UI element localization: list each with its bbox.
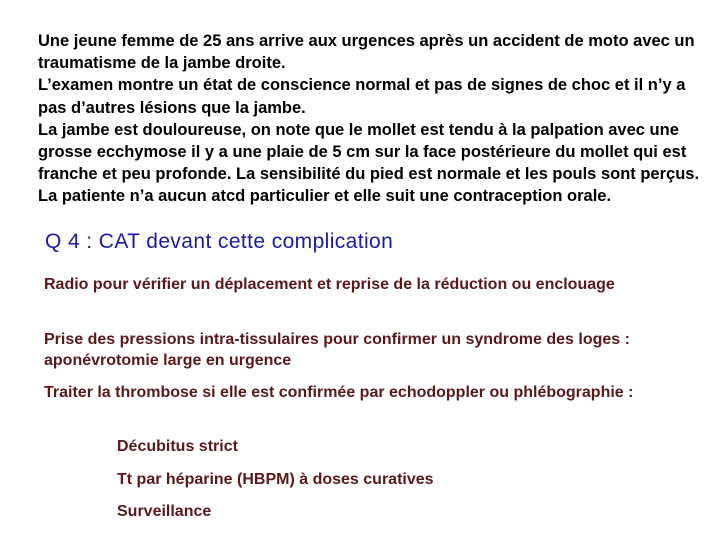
answer-item-thrombose: Traiter la thrombose si elle est confirmée par echodoppler ou phlébographie : (44, 384, 634, 401)
answer-item-radio: Radio pour vérifier un déplacement et reprise de la réduction ou enclouage (44, 276, 615, 293)
sub-item-decubitus: Décubitus strict (117, 438, 238, 455)
case-paragraph-2: L’examen montre un état de conscience normal et pas de signes de choc et il n’y a pas d’autres lésions que la jambe. (38, 76, 686, 117)
case-description (38, 30, 700, 208)
sub-item-surveillance: Surveillance (117, 503, 212, 520)
case-paragraph-1: Une jeune femme de 25 ans arrive aux urgences après un accident de moto avec un traumatisme de la jambe droite. (38, 32, 695, 73)
answer-item-pressions: Prise des pressions intra-tissulaires pour confirmer un syndrome des loges : aponévrotomie large en urgence (44, 331, 630, 369)
sub-item-heparine: Tt par héparine (HBPM) à doses curatives (117, 471, 434, 488)
case-paragraph-3: La jambe est douloureuse, on note que le mollet est tendu à la palpation avec une grosse ecchymose il y a une plaie de 5 cm sur la face postérieure du mollet qui est franche et peu profonde. La sensibilité du pied est normale et les pouls sont perçus. La patiente n’a aucun atcd particulier et elle suit une contraception orale. (38, 120, 700, 206)
question-heading: Q 4 : CAT devant cette complication (45, 230, 394, 253)
